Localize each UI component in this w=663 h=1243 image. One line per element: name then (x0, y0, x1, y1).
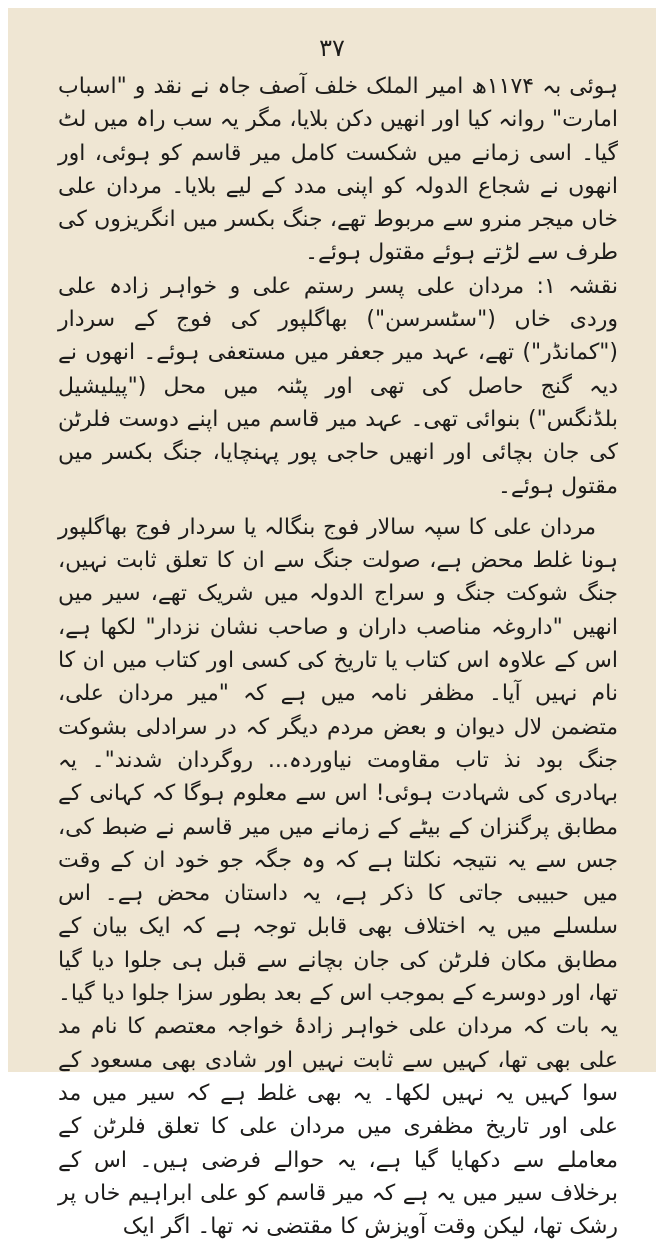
page (8, 8, 656, 1240)
paragraph: ہوئی بہ ۱۱۷۴ھ امیر الملک خلف آصف جاہ نے نقد و "اسباب امارت" روانہ کیا اور انھیں دکن بلایا، مگر یہ سب راہ میں لٹ گیا۔ اسی زمانے میں شکست کامل میر قاسم کو ہوئی، اور انھوں نے شجاع الدولہ کو اپنی مدد کے لیے بلایا۔ مردان علی خاں میجر منرو سے مربوط تھے، جنگ بکسر میں انگریزوں کی طرف سے لڑتے ہوئے مقتول ہوئے۔ (58, 74, 618, 266)
page-number: ۳۷ (319, 34, 345, 62)
paragraph: نقشہ ۱: مردان علی پسر رستم علی و خواہر زادہ علی وردی خاں ("سٹسرسن") بھاگلپور کی فوج کے سردار ("کمانڈر") تھے، عہد میر جعفر میں مستعفی ہوئے۔ انھوں نے دیہ گنج حاصل کی تھی اور پٹنہ میں محل ("پیلیشیل بلڈنگس") بنوائی تھی۔ عہد میر قاسم میں اپنے دوست فلرٹن کی جان بچائی اور انھیں حاجی پور پہنچایا، جنگ بکسر میں مقتول ہوئے۔ (58, 273, 619, 499)
paragraph: مردان علی کا سپہ سالار فوج بنگالہ یا سردار فوج بھاگلپور ہونا غلط محض ہے، صولت جنگ سے ان کا تعلق ثابت نہیں، جنگ شوکت جنگ و سراج الدولہ میں شریک تھے، سیر میں انھیں "داروغہ مناصب داران و صاحب نشان نزدار" لکھا ہے، اس کے علاوہ اس کتاب یا تاریخ کی کسی اور کتاب میں ان کا نام نہیں آیا۔ مظفر نامہ میں ہے کہ "میر مردان علی، متضمن لال دیوان و بعض مردم دیگر کہ در سرادلی بشوکت جنگ بود نذ تاب مقاومت نیاوردہ... روگردان شدند"۔ یہ بہادری کی شہادت ہوئی! اس سے معلوم ہوگا کہ کہانی کے مطابق پرگنزان کے بیٹے کے زمانے میں میر قاسم نے ضبط کی، جس سے یہ نتیجہ نکلتا ہے کہ وہ جگہ جو خود ان کے وقت میں حبیبی جاتی کا ذکر ہے، یہ داستان محض ہے۔ اس سلسلے میں یہ اختلاف بھی قابل توجہ ہے کہ ایک بیان کے مطابق مکان فلرٹن کی جان بچانے سے قبل ہی جلوا دیا گیا تھا، اور دوسرے کے بموجب اس کے بعد بطور سزا جلوا دیا گیا۔ یہ بات کہ مردان علی خواہر زادۂ خواجہ معتصم کا نام مد علی بھی تھا، کہیں سے ثابت نہیں اور شادی بھی مسعود کے سوا کہیں یہ نہیں لکھا۔ یہ بھی غلط ہے کہ سیر میں مد علی اور تاریخ مظفری میں مردان علی کا تعلق فلرٹن کے معاملے سے دکھایا گیا ہے، یہ حوالے فرضی ہیں۔ اس کے برخلاف سیر میں یہ ہے کہ میر قاسم کو علی ابراہیم خاں پر رشک تھا، لیکن وقت آویزش کا مقتضی نہ تھا۔ اگر ایک (58, 514, 618, 1240)
page-text (58, 70, 618, 1243)
